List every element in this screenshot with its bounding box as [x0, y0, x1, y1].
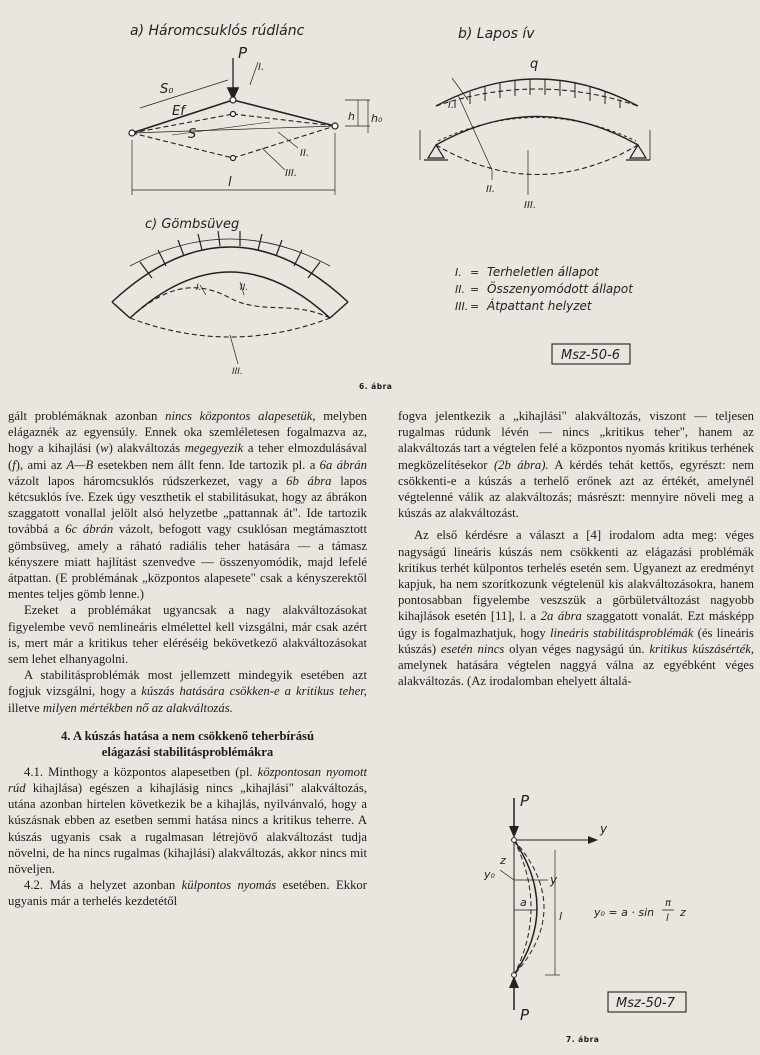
fig6-a-I: I.: [258, 62, 265, 73]
legend-text-3: Átpattant helyzet: [487, 299, 592, 313]
svg-text:=: =: [470, 300, 480, 313]
fig6-label-a: a) Háromcsuklós rúdlánc: [130, 23, 305, 39]
fig7-P-bottom: P: [520, 1006, 530, 1024]
fig6-q-b: q: [530, 57, 539, 72]
fig6-a-II: II.: [300, 148, 310, 159]
svg-text:=: =: [470, 266, 480, 279]
fig6-label-b: b) Lapos ív: [458, 26, 535, 42]
fig6-c-II: II.: [240, 283, 249, 293]
fig6-b-I: I.: [448, 100, 455, 111]
fig6-b-II: II.: [486, 184, 496, 195]
right-column: fogva jelentkezik a „kihajlási" alakváltozás, viszont — teljesen rugalmas rúdunk lévén — nincs „kritikus teher", hanem az alakváltozás tart a végtelen felé a központos nyomás kritikus terhének megközelítésekor (2b ábra). A kérdés tehát kettős, egyrészt: nem csökkenti-e a kúszás a terhelő erőnek azt az értékét, amelynél végtelenné válik az alakváltozás; másrészt: mennyire növeli meg a kúszás az alakváltozást. Az első kérdésre a választ a [4] irodalom adta meg: véges nagyságú lineáris kúszás nem csökkenti az elágazási problémák kritikus terhét külpontos terhelés esetén sem. Ugyanezt az eredményt kapjuk, ha nem szorítkozunk végtelenül kis alakváltozásokra, hanem pontosabban figyelembe veszszük a görbületváltozást nagyobb kihajlások esetén [11], l. a 2a ábra szaggatott vonalát. Ezt másképp úgy is fogalmazhatjuk, hogy lineáris stabilitásproblémák (és lineáris kúszás) esetén nincs olyan véges nagyságú ún. kritikus kúszásérték, amelynek hatására végtelen naggyá válna az egyébként véges alakváltozás. (Az irodalomban ehelyett általá-: [398, 409, 755, 689]
fig6-label-c: c) Gömbsüveg: [145, 217, 240, 232]
legend-num-3: III.: [455, 300, 469, 313]
fig6-S0: S₀: [160, 82, 174, 97]
figure-6: [0, 0, 760, 400]
fig7-y: y: [550, 873, 558, 887]
fig6-h: h: [348, 110, 355, 123]
legend-num-2: II.: [455, 283, 465, 296]
fig7-y0: y₀: [484, 868, 495, 881]
fig7-formula-lhs: y₀ = a · sin: [594, 906, 655, 919]
fig7-P-top: P: [520, 792, 530, 810]
fig7-a: a: [520, 896, 527, 909]
fig7-l: l: [559, 910, 563, 923]
legend-text-1: Terheletlen állapot: [487, 265, 599, 279]
fig7-formula-num: π: [665, 898, 672, 909]
fig6-b-III: III.: [524, 200, 537, 211]
left-column: gált problémáknak azonban nincs központos alapesetük, melyben elágaznék az egyensúly. Ennek oka szemléletesen fogalmazva az, hogy a kihajlási (w) alakváltozás megegyezik a teher elmozdulásával (f), ami az A—B esetekben nem állt fenn. Ide tartozik pl. a 6a ábrán vázolt lapos háromcsuklós rúdszerkezet, vagy a 6b ábra lapos kétcsuklós íve. Ezek úgy veszthetik el stabilitásukat, hogy az ábrákon szaggatott vonallal jelölt alsó helyzetbe „pattannak át". Ide tartozik továbbá a 6c ábrán vázolt, befogott vagy csuklósan megtámasztott gömbsüveg, amely a ráható radiális teher hatására — a támasz kényszere miatt hajlítást szenvedve — összenyomódik, majd lefelé átpattan. (E problémának „központos alapesete" csak a kényszerektől mentes teljes gömb lenne.) Ezeket a problémákat ugyancsak a nagy alakváltozásokat figyelembe vevő nemlineáris elmélettel kell vizsgálni, már csak azért is, mert már a kritikus teher eléréséig bekövetkező alakváltozásokat sem lehet elhanyagolni. A stabilitásproblémák most jellemzett mindegyik esetében azt fogjuk vizsgálni, hogy a kúszás hatására csökken-e a kritikus teher, illetve milyen mértékben nő az alakváltozás. 4. A kúszás hatása a nem csökkenő teherbírású elágazási stabilitásproblémákra 4.1. Minthogy a központos alapesetben (pl. központosan nyomott rúd kihajlása) egészen a kihajlásig nincs „kihajlási" alakváltozás, utána azonban hirtelen következik be a kihajlás, nyilvánvaló, hogy a kúszásnak ebben az esetben semmi hatása nincs a kritikus teherre. A kúszás ugyanis csak a rugalmasan létrejövő alakváltozást tudja növelni, de ha nincs rugalmas (kihajlási) alakváltozás, akkor nincs mit növeljen. 4.2. Más a helyzet azonban külpontos nyomás esetében. Ekkor ugyanis már a terhelés kezdetétől: [8, 409, 367, 909]
fig6-Ef: Ef: [172, 104, 185, 119]
fig6-stamp: Msz-50-6: [561, 348, 621, 363]
fig6-c-III: III.: [232, 367, 243, 377]
fig6-S: S: [188, 127, 197, 142]
fig7-formula-den: l: [666, 913, 669, 924]
fig6-c-I: I.: [196, 283, 202, 293]
legend-text-2: Összenyomódott állapot: [487, 282, 633, 296]
fig6-h0: h₀: [371, 112, 383, 125]
fig7-stamp: Msz-50-7: [616, 996, 676, 1011]
fig7-caption: 7. ábra: [566, 1035, 600, 1044]
fig7-y-axis: y: [600, 822, 608, 836]
fig6-l-a: l: [228, 175, 232, 190]
fig7-formula-rhs: z: [680, 906, 686, 919]
fig7-z: z: [500, 854, 506, 867]
legend-num-1: I.: [455, 266, 462, 279]
fig6-a-III: III.: [285, 168, 298, 179]
svg-text:=: =: [470, 283, 480, 296]
fig6-caption: 6. ábra: [359, 382, 393, 391]
section-title: 4. A kúszás hatása a nem csökkenő teherbírású elágazási stabilitásproblémákra: [60, 728, 315, 759]
fig6-P: P: [238, 44, 248, 62]
